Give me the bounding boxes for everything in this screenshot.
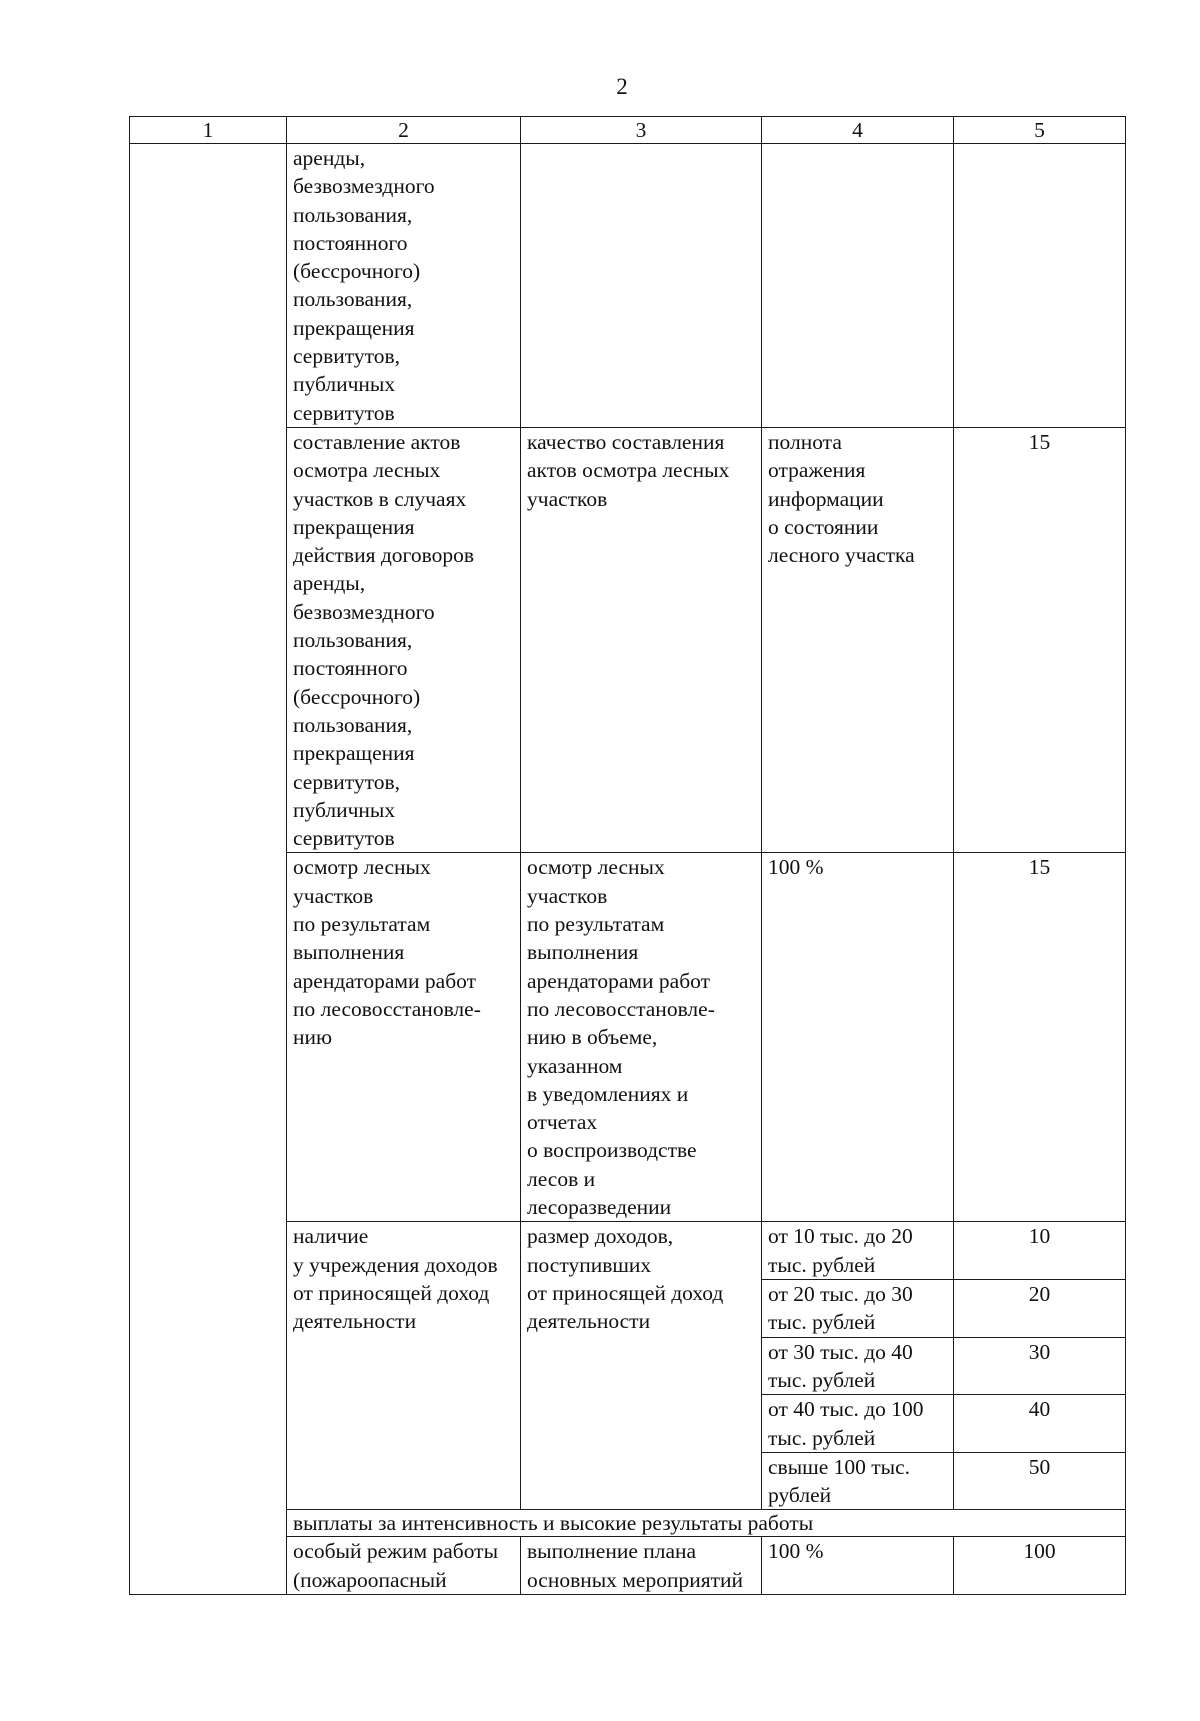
indicator-cell: выполнение плана основных мероприятий xyxy=(521,1537,762,1595)
points-cell: 20 xyxy=(954,1280,1126,1338)
points-cell: 15 xyxy=(954,428,1126,853)
points-cell: 40 xyxy=(954,1395,1126,1453)
table-header-row xyxy=(130,117,1126,144)
points-cell xyxy=(954,144,1126,428)
table-row xyxy=(130,144,1126,428)
condition-cell: от 20 тыс. до 30 тыс. рублей xyxy=(762,1280,954,1338)
column-1-cell xyxy=(130,144,287,1595)
header-cell-3: 3 xyxy=(521,117,762,144)
condition-cell xyxy=(762,144,954,428)
header-cell-5: 5 xyxy=(954,117,1126,144)
criterion-cell: аренды, безвозмездного пользования, постоянного (бессрочного) пользования, прекращения сервитутов, публичных сервитутов xyxy=(287,144,521,428)
condition-cell: полнота отражения информации о состоянии лесного участка xyxy=(762,428,954,853)
points-cell: 10 xyxy=(954,1222,1126,1280)
points-cell: 100 xyxy=(954,1537,1126,1595)
condition-cell: 100 % xyxy=(762,853,954,1222)
points-cell: 15 xyxy=(954,853,1126,1222)
condition-cell: свыше 100 тыс. рублей xyxy=(762,1452,954,1510)
header-cell-4: 4 xyxy=(762,117,954,144)
criterion-cell: осмотр лесных участков по результатам выполнения арендаторами работ по лесовосстановле- нию xyxy=(287,853,521,1222)
points-cell: 50 xyxy=(954,1452,1126,1510)
indicator-cell: размер доходов, поступивших от приносящей доход деятельности xyxy=(521,1222,762,1510)
indicator-cell: качество составления актов осмотра лесных участков xyxy=(521,428,762,853)
section-heading: выплаты за интенсивность и высокие результаты работы xyxy=(287,1510,1126,1537)
criterion-cell: особый режим работы (пожароопасный xyxy=(287,1537,521,1595)
page-number: 2 xyxy=(616,74,628,99)
indicator-cell xyxy=(521,144,762,428)
condition-cell: от 10 тыс. до 20 тыс. рублей xyxy=(762,1222,954,1280)
condition-cell: от 30 тыс. до 40 тыс. рублей xyxy=(762,1337,954,1395)
condition-cell: от 40 тыс. до 100 тыс. рублей xyxy=(762,1395,954,1453)
header-cell-1: 1 xyxy=(130,117,287,144)
condition-cell: 100 % xyxy=(762,1537,954,1595)
criterion-cell: наличие у учреждения доходов от приносящей доход деятельности xyxy=(287,1222,521,1510)
indicator-cell: осмотр лесных участков по результатам выполнения арендаторами работ по лесовосстановле- нию в объеме, указанном в уведомлениях и отчетах о воспроизводстве лесов и лесоразведении xyxy=(521,853,762,1222)
header-cell-2: 2 xyxy=(287,117,521,144)
criteria-table xyxy=(129,116,1126,1595)
points-cell: 30 xyxy=(954,1337,1126,1395)
criterion-cell: составление актов осмотра лесных участков в случаях прекращения действия договоров аренды, безвозмездного пользования, постоянного (бессрочного) пользования, прекращения сервитутов, публичных сервитутов xyxy=(287,428,521,853)
